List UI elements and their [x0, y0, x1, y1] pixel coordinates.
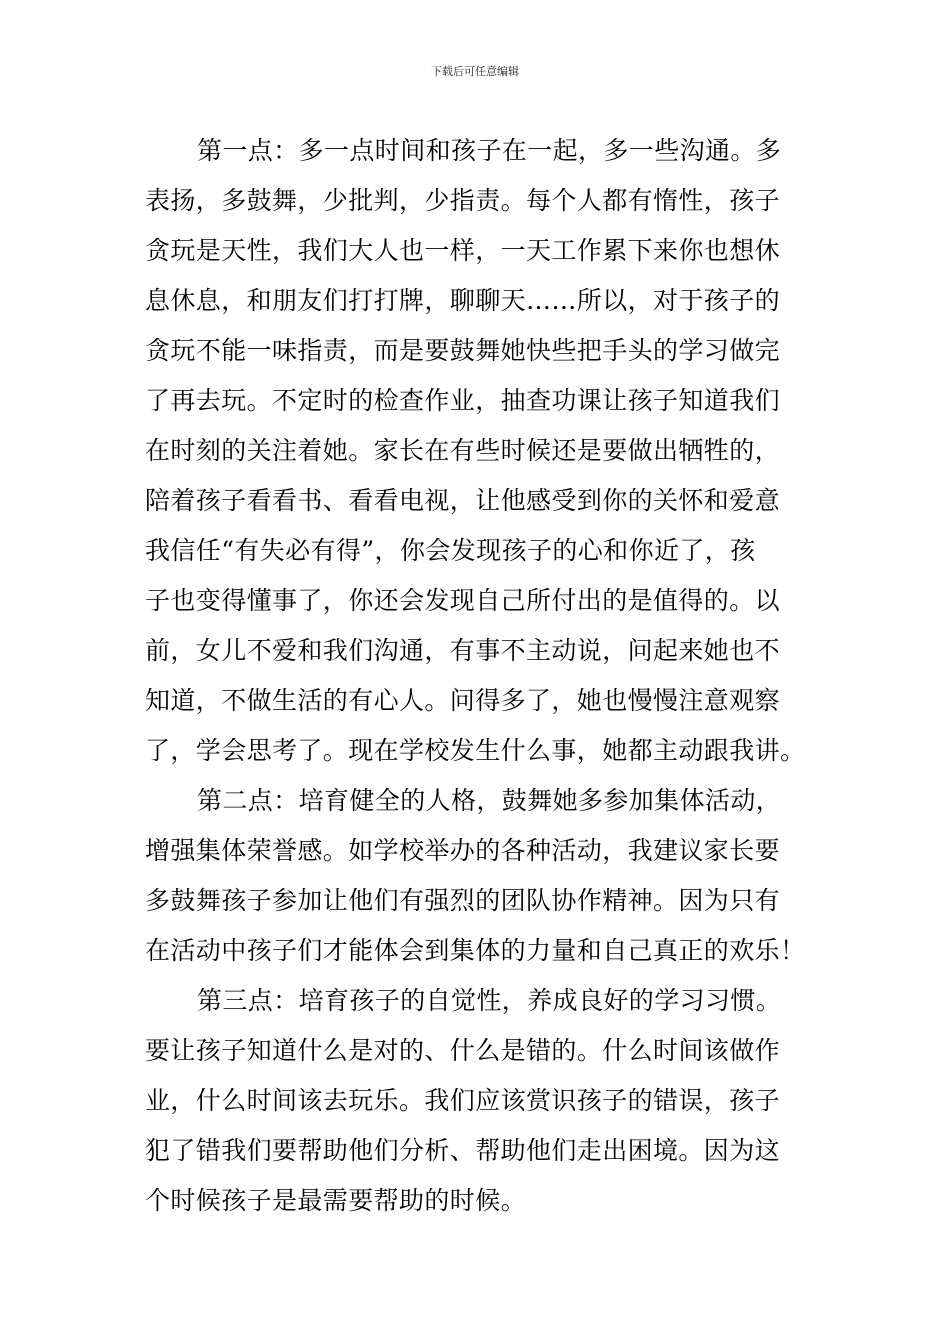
- text-line: 第三点：培育孩子的自觉性，养成良好的学习习惯。: [197, 986, 782, 1015]
- text-line: 了再去玩。不定时的检查作业，抽查功课让孩子知道我们: [145, 386, 781, 415]
- text-line: 贪玩不能一味指责，而是要鼓舞她快些把手头的学习做完: [145, 336, 781, 365]
- text-line: 第二点：培育健全的人格，鼓舞她多参加集体活动，: [197, 786, 782, 815]
- text-line: 贪玩是天性，我们大人也一样，一天工作累下来你也想休: [145, 236, 781, 265]
- text-line: 子也变得懂事了，你还会发现自己所付出的是值得的。以: [145, 586, 781, 615]
- text-line: 在时刻的关注着她。家长在有些时候还是要做出牺牲的，: [145, 436, 781, 465]
- paragraph-2: [145, 776, 809, 976]
- text-line: 个时候孩子是最需要帮助的时候。: [145, 1186, 527, 1215]
- text-line: 陪着孩子看看书、看看电视，让他感受到你的关怀和爱意: [145, 486, 781, 515]
- paragraph-1: [145, 126, 809, 776]
- text-line: 前，女儿不爱和我们沟通，有事不主动说，问起来她也不: [145, 636, 781, 665]
- text-line: 我信任“有失必有得”，你会发现孩子的心和你近了，孩: [145, 536, 756, 565]
- paragraph-3: [145, 976, 809, 1226]
- text-line: 多鼓舞孩子参加让他们有强烈的团队协作精神。因为只有: [145, 886, 781, 915]
- text-line: 要让孩子知道什么是对的、什么是错的。什么时间该做作: [145, 1036, 781, 1065]
- text-line: 业，什么时间该去玩乐。我们应该赏识孩子的错误，孩子: [145, 1086, 781, 1115]
- text-line: 知道，不做生活的有心人。问得多了，她也慢慢注意观察: [145, 686, 781, 715]
- text-line: 息休息，和朋友们打打牌，聊聊天……所以，对于孩子的: [145, 286, 781, 315]
- text-line: 了，学会思考了。现在学校发生什么事，她都主动跟我讲。: [145, 736, 806, 765]
- page-header: 下载后可任意编辑: [431, 65, 519, 78]
- text-line: 增强集体荣誉感。如学校举办的各种活动，我建议家长要: [145, 836, 781, 865]
- text-line: 在活动中孩子们才能体会到集体的力量和自己真正的欢乐！: [145, 936, 806, 965]
- text-line: 犯了错我们要帮助他们分析、帮助他们走出困境。因为这: [145, 1136, 781, 1165]
- document-body: [145, 126, 809, 1226]
- text-line: 表扬，多鼓舞，少批判，少指责。每个人都有惰性，孩子: [145, 186, 781, 215]
- text-line: 第一点：多一点时间和孩子在一起，多一些沟通。多: [197, 136, 782, 165]
